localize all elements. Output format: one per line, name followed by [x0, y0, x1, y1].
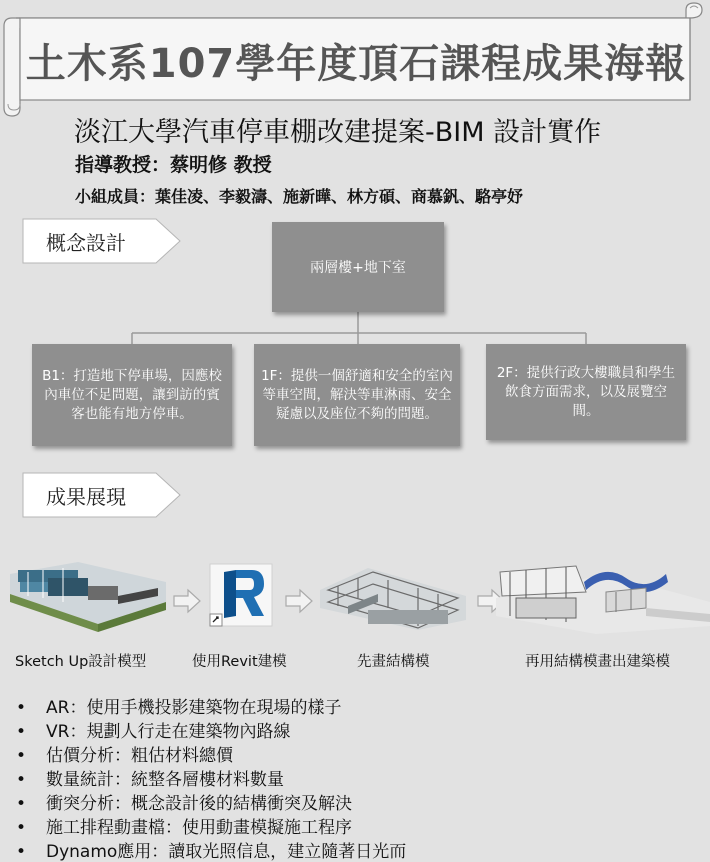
bullet-icon: • — [16, 794, 27, 814]
right-arrow-icon — [284, 588, 314, 614]
list-item-text: 衝突分析：概念設計後的結構衝突及解決 — [46, 794, 352, 814]
section-label-results: 成果展現 — [46, 484, 126, 509]
bullet-icon: • — [16, 698, 27, 718]
section-tab-results — [22, 472, 182, 518]
list-item-text: Dynamo應用：讀取光照信息，建立隨著日光而 — [46, 842, 407, 862]
list-item — [16, 696, 406, 720]
step-label-revit: 使用Revit建模 — [192, 654, 287, 670]
step-label-sketchup: Sketch Up設計模型 — [15, 654, 147, 670]
org-root-box: 兩層樓+地下室 — [272, 222, 444, 312]
list-item-text: 施工排程動畫檔：使用動畫模擬施工程序 — [46, 818, 352, 838]
org-box-1f: 1F：提供一個舒適和安全的室內等車空間，解決等車淋雨、安全疑慮以及座位不夠的問題。 — [254, 344, 460, 446]
features-list — [16, 696, 406, 862]
org-box-b1: B1：打造地下停車場，因應校內車位不足問題，讓到訪的賓客也能有地方停車。 — [32, 344, 232, 446]
list-item — [16, 768, 406, 792]
bullet-icon: • — [16, 746, 27, 766]
members-line: 小組成員：葉佳凌、李毅濤、施新曄、林方碩、商慕釩、駱亭妤 — [75, 187, 524, 206]
right-arrow-icon — [172, 588, 202, 614]
bullet-icon: • — [16, 818, 27, 838]
bullet-icon: • — [16, 770, 27, 790]
advisor-line: 指導教授：蔡明修 教授 — [75, 154, 272, 176]
sketchup-model-image — [8, 552, 168, 632]
structure-model-image — [318, 560, 468, 632]
list-item-text: AR：使用手機投影建築物在現場的樣子 — [46, 698, 342, 718]
list-item — [16, 744, 406, 768]
project-title: 淡江大學汽車停車棚改建提案-BIM 設計實作 — [74, 117, 602, 148]
bullet-icon: • — [16, 722, 27, 742]
step-label-architecture: 再用結構模畫出建築模 — [525, 654, 670, 670]
poster-title: 土木系107學年度頂石課程成果海報 — [25, 40, 687, 87]
revit-logo — [206, 562, 276, 632]
architecture-model-image — [496, 552, 710, 634]
list-item — [16, 720, 406, 744]
list-item — [16, 816, 406, 840]
list-item — [16, 792, 406, 816]
list-item-text: VR：規劃人行走在建築物內路線 — [46, 722, 291, 742]
bullet-icon: • — [16, 842, 27, 862]
org-box-2f: 2F：提供行政大樓職員和學生飲食方面需求，以及展覽空間。 — [486, 344, 686, 440]
list-item — [16, 840, 406, 862]
list-item-text: 估價分析：粗估材料總價 — [46, 746, 233, 766]
list-item-text: 數量統計：統整各層樓材料數量 — [46, 770, 284, 790]
step-label-structure: 先畫結構模 — [357, 654, 430, 670]
section-label-concept: 概念設計 — [46, 230, 126, 255]
